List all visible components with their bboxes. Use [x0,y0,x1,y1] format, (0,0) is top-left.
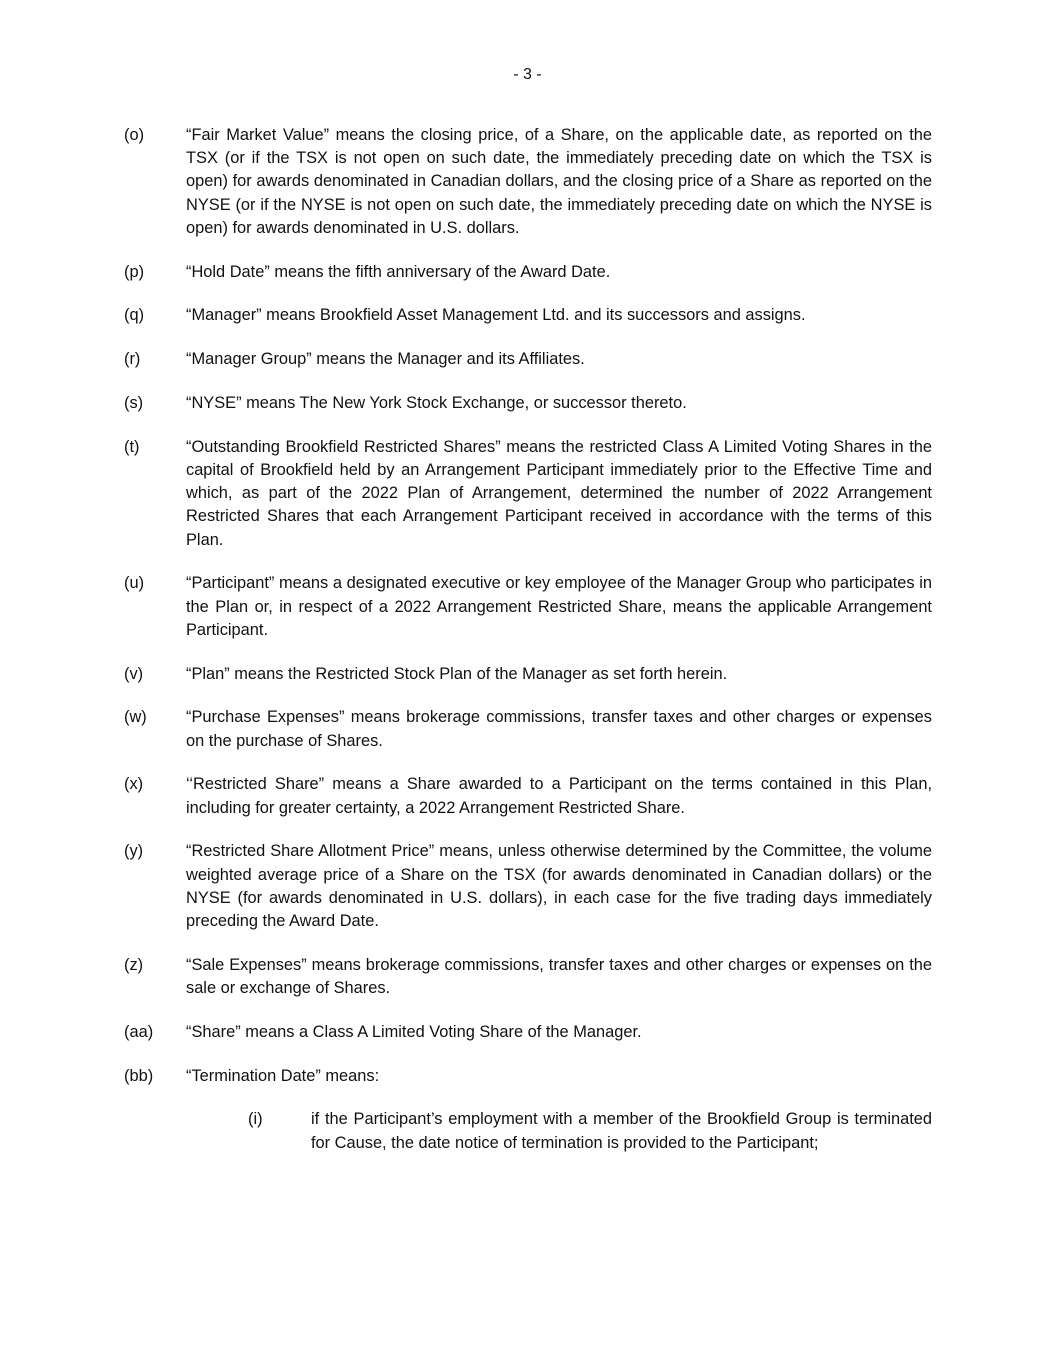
definition-item [124,840,932,933]
definition-text: “Manager” means Brookfield Asset Management Ltd. and its successors and assigns. [186,306,806,325]
definition-label: (v) [124,664,144,683]
definition-item [124,663,932,686]
definition-label: (s) [124,394,144,412]
definition-label: (x) [124,775,144,794]
definition-text: “Participant” means a designated executive or key employee of the Manager Group who participates in the Plan or, in respect of a 2022 Arrangement Restricted Share, means the applicable Arrangement Participant. [186,574,932,639]
definition-label: (p) [124,262,145,281]
definition-label: (q) [124,306,145,325]
definition-item [124,436,932,552]
sub-definition-label: (i) [248,1110,263,1129]
definition-item [124,572,932,642]
definition-text: “Purchase Expenses” means brokerage commissions, transfer taxes and other charges or expenses on the purchase of Shares. [186,708,932,750]
definition-text: “Sale Expenses” means brokerage commissions, transfer taxes and other charges or expenses on the sale or exchange of Shares. [186,955,932,998]
sub-definition-item [248,1108,932,1154]
definition-item [124,392,932,415]
definition-item [124,124,932,240]
definition-label: (aa) [124,1022,154,1041]
definition-text: “NYSE” means The New York Stock Exchange, or successor thereto. [186,394,687,412]
definition-item [124,1065,932,1155]
definition-label: (o) [124,126,145,144]
definition-text: “Restricted Share Allotment Price” means, unless otherwise determined by the Committee, the volume weighted average price of a Share on the TSX (for awards denominated in Canadian dollars) or the NYSE (for awards denominated in U.S. dollars), in each case for the five trading days immediately preceding the Award Date. [186,842,932,931]
page-number: - 3 - [513,66,542,83]
definition-item [124,304,932,327]
definition-item [124,954,932,1000]
definition-text: “Outstanding Brookfield Restricted Shares” means the restricted Class A Limited Voting Shares in the capital of Brookfield held by an Arrangement Participant immediately prior to the Effective Time and which, as part of the 2022 Plan of Arrangement, determined the number of 2022 Arrangement Restricted Shares that each Arrangement Participant received in accordance with the terms of this Plan. [186,437,932,549]
definition-text: ‘‘Restricted Share” means a Share awarded to a Participant on the terms contained in this Plan, including for greater certainty, a 2022 Arrangement Restricted Share. [186,775,932,817]
definition-label: (u) [124,574,145,593]
definition-label: (t) [124,437,140,456]
definition-label: (y) [124,842,144,861]
definition-text: “Hold Date” means the fifth anniversary of the Award Date. [186,262,611,281]
definition-text: “Manager Group” means the Manager and its Affiliates. [186,350,585,369]
definition-text: “Plan” means the Restricted Stock Plan of the Manager as set forth herein. [186,664,728,683]
definitions-list [124,124,932,1175]
sub-definition-text: if the Participant’s employment with a member of the Brookfield Group is terminated for Cause, the date notice of termination is provided to the Participant; [311,1110,932,1152]
definition-item [124,1021,932,1044]
definition-item [124,261,932,284]
definition-label: (r) [124,350,141,369]
definition-label: (bb) [124,1066,154,1085]
definition-item [124,706,932,752]
definition-label: (w) [124,708,147,727]
definition-text: “Fair Market Value” means the closing price, of a Share, on the applicable date, as reported on the TSX (or if the TSX is not open on such date, the immediately preceding date on which the TSX is open) for awards denominated in Canadian dollars, and the closing price of a Share as reported on the NYSE (or if the NYSE is not open on such date, the immediately preceding date on which the NYSE is open) for awards denominated in U.S. dollars. [186,126,932,237]
definition-text: “Termination Date” means: [186,1066,380,1085]
definition-item [124,773,932,819]
definition-label: (z) [124,955,144,974]
definition-item [124,348,932,371]
definition-text: “Share” means a Class A Limited Voting Share of the Manager. [186,1022,642,1041]
